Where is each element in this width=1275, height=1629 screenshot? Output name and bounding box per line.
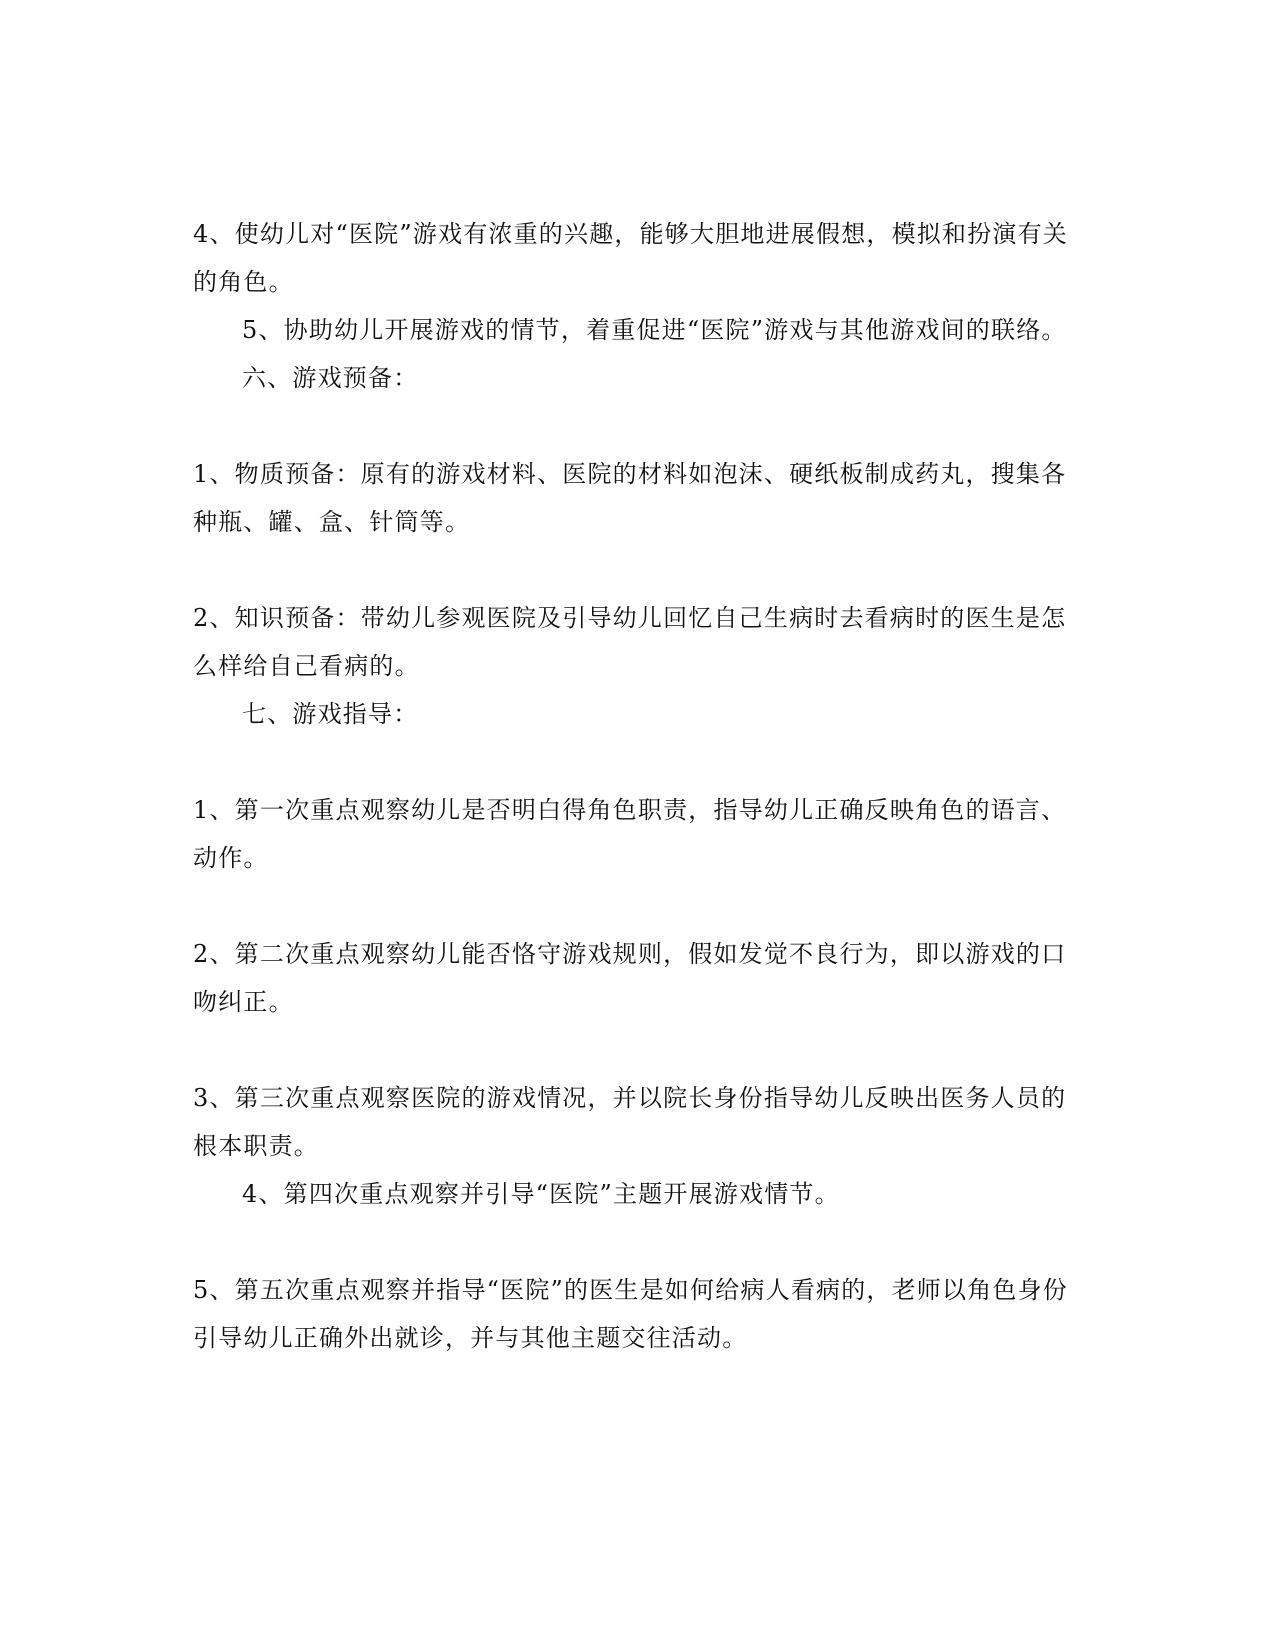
paragraph-knowledge-preparation: 2、知识预备：带幼儿参观医院及引导幼儿回忆自己生病时去看病时的医生是怎么样给自己看病的。 <box>193 604 1067 680</box>
section-heading-preparation: 六、游戏预备： <box>242 364 419 392</box>
paragraph-goal-5: 5、协助幼儿开展游戏的情节，着重促进“医院”游戏与其他游戏间的联络。 <box>242 316 1067 344</box>
paragraph-guidance-4: 4、第四次重点观察并引导“医院”主题开展游戏情节。 <box>242 1180 840 1208</box>
paragraph-goal-4: 4、使幼儿对“医院”游戏有浓重的兴趣，能够大胆地进展假想，模拟和扮演有关的角色。 <box>193 220 1069 296</box>
paragraph-guidance-3: 3、第三次重点观察医院的游戏情况，并以院长身份指导幼儿反映出医务人员的根本职责。 <box>193 1084 1067 1160</box>
paragraph-material-preparation: 1、物质预备：原有的游戏材料、医院的材料如泡沫、硬纸板制成药丸，搜集各种瓶、罐、盒、针筒等。 <box>193 460 1067 536</box>
section-heading-guidance: 七、游戏指导： <box>242 700 419 728</box>
paragraph-guidance-1: 1、第一次重点观察幼儿是否明白得角色职责，指导幼儿正确反映角色的语言、动作。 <box>193 796 1067 872</box>
paragraph-guidance-2: 2、第二次重点观察幼儿能否恪守游戏规则，假如发觉不良行为，即以游戏的口吻纠正。 <box>193 940 1067 1016</box>
document-body <box>193 210 1083 1362</box>
paragraph-guidance-5: 5、第五次重点观察并指导“医院”的医生是如何给病人看病的，老师以角色身份引导幼儿正确外出就诊，并与其他主题交往活动。 <box>193 1276 1069 1352</box>
